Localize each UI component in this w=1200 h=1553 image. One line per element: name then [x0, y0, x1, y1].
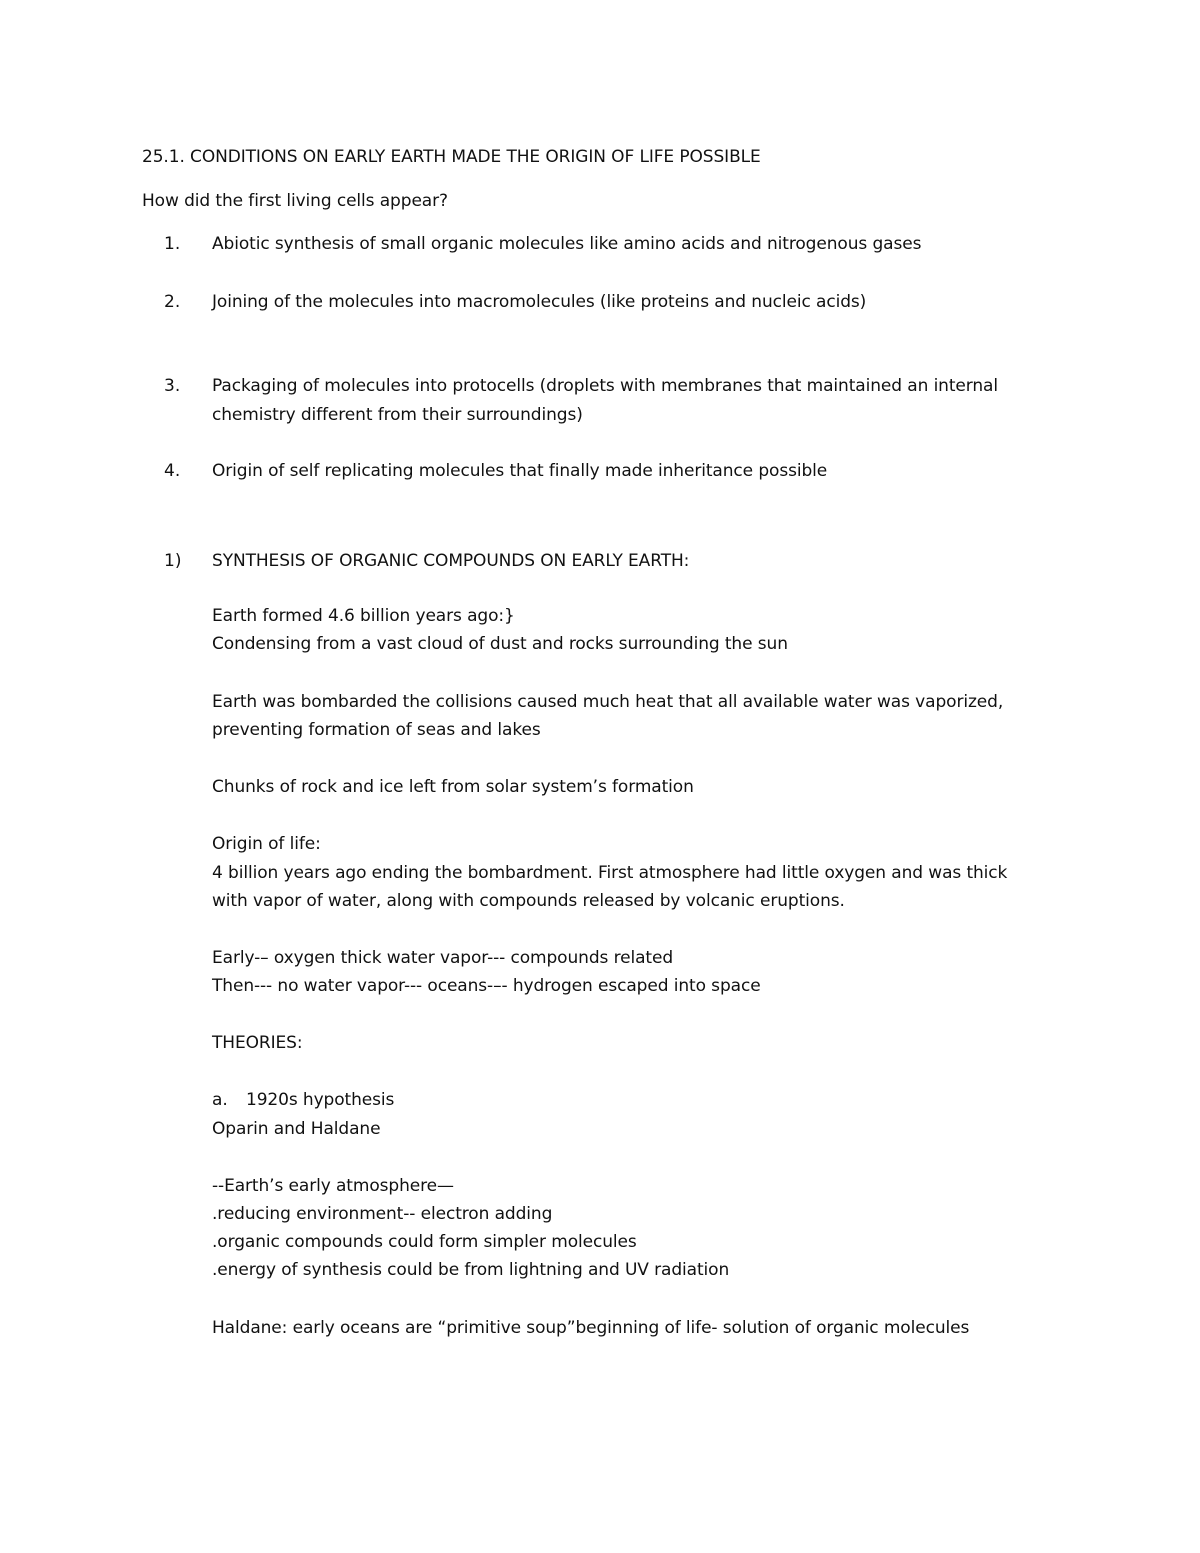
paragraph-line: with vapor of water, along with compounds released by volcanic eruptions. — [212, 891, 845, 911]
step-text-continued: chemistry different from their surroundings) — [212, 405, 583, 425]
subsection-label: THEORIES: — [212, 1033, 303, 1053]
paragraph-line: Early-– oxygen thick water vapor--- compounds related — [212, 948, 674, 968]
paragraph-line: Then--- no water vapor--- oceans-–- hydrogen escaped into space — [212, 976, 761, 996]
intro-question: How did the first living cells appear? — [142, 191, 448, 211]
paragraph-line: Condensing from a vast cloud of dust and rocks surrounding the sun — [212, 634, 788, 654]
paragraph-label: Origin of life: — [212, 834, 321, 854]
step-text: Packaging of molecules into protocells (droplets with membranes that maintained an internal — [212, 376, 998, 396]
paragraph-line: preventing formation of seas and lakes — [212, 720, 541, 740]
step-text: Origin of self replicating molecules that finally made inheritance possible — [212, 461, 828, 481]
step-text: Joining of the molecules into macromolecules (like proteins and nucleic acids) — [212, 292, 867, 312]
step-number: 3. — [164, 376, 181, 396]
paragraph-line: Haldane: early oceans are “primitive soup”beginning of life- solution of organic molecules — [212, 1318, 970, 1338]
paragraph-line: Oparin and Haldane — [212, 1119, 381, 1139]
section-title: SYNTHESIS OF ORGANIC COMPOUNDS ON EARLY EARTH: — [212, 551, 690, 571]
paragraph-line: .organic compounds could form simpler molecules — [212, 1232, 637, 1252]
list-letter: a. — [212, 1090, 228, 1110]
step-text: Abiotic synthesis of small organic molecules like amino acids and nitrogenous gases — [212, 234, 922, 254]
step-number: 4. — [164, 461, 181, 481]
paragraph-line: --Earth’s early atmosphere— — [212, 1176, 454, 1196]
section-heading: 25.1. CONDITIONS ON EARLY EARTH MADE THE ORIGIN OF LIFE POSSIBLE — [142, 147, 761, 167]
paragraph-line: Earth formed 4.6 billion years ago:} — [212, 606, 515, 626]
section-number: 1) — [164, 551, 182, 571]
paragraph-line: 4 billion years ago ending the bombardment. First atmosphere had little oxygen and was thick — [212, 863, 1008, 883]
paragraph-line: .energy of synthesis could be from lightning and UV radiation — [212, 1260, 730, 1280]
step-number: 2. — [164, 292, 181, 312]
step-number: 1. — [164, 234, 181, 254]
paragraph-line: .reducing environment-- electron adding — [212, 1204, 553, 1224]
paragraph-line: Chunks of rock and ice left from solar system’s formation — [212, 777, 694, 797]
list-item-text: 1920s hypothesis — [246, 1090, 395, 1110]
paragraph-line: Earth was bombarded the collisions caused much heat that all available water was vaporized, — [212, 692, 1004, 712]
